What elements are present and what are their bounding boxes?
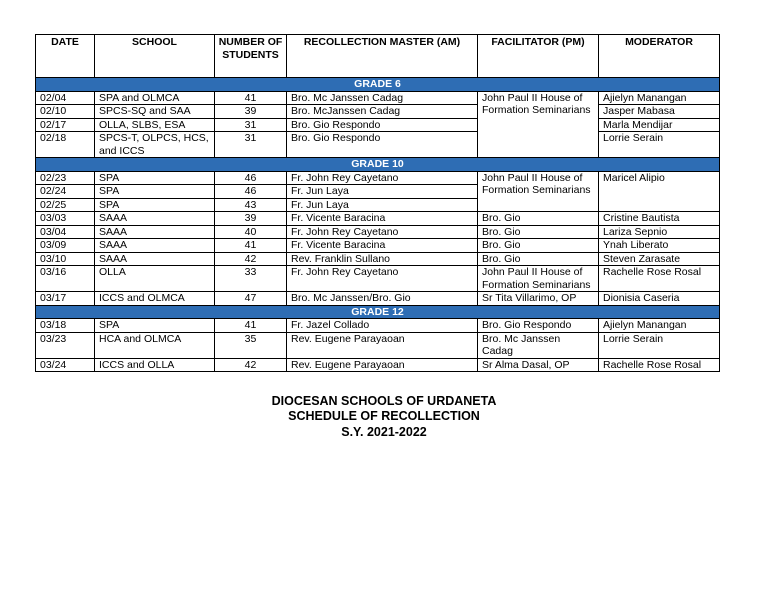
master-cell: Bro. Mc Janssen/Bro. Gio (287, 292, 478, 306)
students-cell: 31 (215, 118, 287, 132)
school-cell: SAAA (95, 225, 215, 239)
date-cell: 02/25 (36, 198, 95, 212)
facilitator-cell: Bro. Gio Respondo (478, 319, 599, 333)
students-cell: 46 (215, 185, 287, 199)
moderator-cell: Dionisia Caseria (599, 292, 720, 306)
date-cell: 02/10 (36, 105, 95, 119)
master-cell: Fr. John Rey Cayetano (287, 225, 478, 239)
facilitator-cell: John Paul II House of Formation Seminarians (478, 171, 599, 212)
moderator-cell: Rachelle Rose Rosal (599, 358, 720, 372)
grade-header-row (36, 158, 720, 172)
students-cell: 47 (215, 292, 287, 306)
date-cell: 02/18 (36, 132, 95, 158)
master-cell: Fr. John Rey Cayetano (287, 266, 478, 292)
table-row (36, 292, 720, 306)
facilitator-cell: Sr Alma Dasal, OP (478, 358, 599, 372)
school-cell: SAAA (95, 252, 215, 266)
date-cell: 02/23 (36, 171, 95, 185)
school-cell: SAAA (95, 239, 215, 253)
moderator-cell: Ynah Liberato (599, 239, 720, 253)
table-row (36, 266, 720, 292)
grade-header-row (36, 305, 720, 319)
students-cell: 41 (215, 239, 287, 253)
facilitator-cell: Sr Tita Villarimo, OP (478, 292, 599, 306)
table-row (36, 358, 720, 372)
grade-header-row (36, 78, 720, 92)
moderator-cell: Ajielyn Manangan (599, 319, 720, 333)
date-cell: 03/16 (36, 266, 95, 292)
moderator-cell (599, 198, 720, 212)
facilitator-cell: Bro. Mc Janssen Cadag (478, 332, 599, 358)
students-cell: 39 (215, 212, 287, 226)
school-cell: OLLA (95, 266, 215, 292)
table-row (36, 198, 720, 212)
date-cell: 03/03 (36, 212, 95, 226)
date-cell: 03/09 (36, 239, 95, 253)
school-cell: SPA (95, 185, 215, 199)
date-cell: 02/24 (36, 185, 95, 199)
facilitator-cell: Bro. Gio (478, 212, 599, 226)
students-cell: 31 (215, 132, 287, 158)
date-cell: 03/17 (36, 292, 95, 306)
master-cell: Bro. McJanssen Cadag (287, 105, 478, 119)
master-cell: Bro. Mc Janssen Cadag (287, 91, 478, 105)
school-cell: SPCS-SQ and SAA (95, 105, 215, 119)
moderator-cell: Steven Zarasate (599, 252, 720, 266)
col-header-date: DATE (36, 35, 95, 78)
master-cell: Bro. Gio Respondo (287, 132, 478, 158)
date-cell: 03/04 (36, 225, 95, 239)
moderator-cell: Lariza Sepnio (599, 225, 720, 239)
moderator-cell: Maricel Alipio (599, 171, 720, 185)
table-row (36, 132, 720, 158)
school-cell: SPA (95, 171, 215, 185)
students-cell: 42 (215, 252, 287, 266)
date-cell: 03/24 (36, 358, 95, 372)
moderator-cell: Lorrie Serain (599, 332, 720, 358)
date-cell: 02/04 (36, 91, 95, 105)
facilitator-cell: John Paul II House of Formation Seminarians (478, 266, 599, 292)
table-row (36, 332, 720, 358)
grade-label: GRADE 12 (36, 305, 720, 319)
master-cell: Fr. Jazel Collado (287, 319, 478, 333)
table-row (36, 105, 720, 119)
students-cell: 42 (215, 358, 287, 372)
table-row (36, 171, 720, 185)
moderator-cell: Jasper Mabasa (599, 105, 720, 119)
moderator-cell: Rachelle Rose Rosal (599, 266, 720, 292)
students-cell: 35 (215, 332, 287, 358)
master-cell: Fr. Jun Laya (287, 198, 478, 212)
table-row (36, 319, 720, 333)
facilitator-cell: John Paul II House of Formation Seminarians (478, 91, 599, 158)
master-cell: Fr. Vicente Baracina (287, 212, 478, 226)
col-header-moderator: MODERATOR (599, 35, 720, 78)
col-header-facilitator: FACILITATOR (PM) (478, 35, 599, 78)
document-title: DIOCESAN SCHOOLS OF URDANETA (271, 394, 497, 408)
school-cell: SPA and OLMCA (95, 91, 215, 105)
students-cell: 43 (215, 198, 287, 212)
facilitator-cell: Bro. Gio (478, 225, 599, 239)
school-cell: ICCS and OLMCA (95, 292, 215, 306)
school-cell: SPA (95, 319, 215, 333)
table-row (36, 239, 720, 253)
students-cell: 39 (215, 105, 287, 119)
master-cell: Rev. Eugene Parayaoan (287, 332, 478, 358)
date-cell: 02/17 (36, 118, 95, 132)
facilitator-cell: Bro. Gio (478, 252, 599, 266)
moderator-cell (599, 185, 720, 199)
master-cell: Rev. Eugene Parayaoan (287, 358, 478, 372)
students-cell: 33 (215, 266, 287, 292)
table-row (36, 225, 720, 239)
students-cell: 40 (215, 225, 287, 239)
document-subtitle: SCHEDULE OF RECOLLECTION (288, 409, 480, 423)
master-cell: Rev. Franklin Sullano (287, 252, 478, 266)
table-row (36, 118, 720, 132)
facilitator-cell: Bro. Gio (478, 239, 599, 253)
date-cell: 03/18 (36, 319, 95, 333)
master-cell: Fr. Vicente Baracina (287, 239, 478, 253)
school-cell: OLLA, SLBS, ESA (95, 118, 215, 132)
header-row (36, 35, 720, 78)
students-cell: 41 (215, 91, 287, 105)
master-cell: Fr. Jun Laya (287, 185, 478, 199)
moderator-cell: Cristine Bautista (599, 212, 720, 226)
school-cell: SPA (95, 198, 215, 212)
moderator-cell: Lorrie Serain (599, 132, 720, 158)
table-row (36, 185, 720, 199)
students-cell: 41 (215, 319, 287, 333)
col-header-school: SCHOOL (95, 35, 215, 78)
grade-label: GRADE 10 (36, 158, 720, 172)
moderator-cell: Ajielyn Manangan (599, 91, 720, 105)
date-cell: 03/10 (36, 252, 95, 266)
master-cell: Bro. Gio Respondo (287, 118, 478, 132)
school-cell: HCA and OLMCA (95, 332, 215, 358)
col-header-students: NUMBER OF STUDENTS (215, 35, 287, 78)
school-cell: ICCS and OLLA (95, 358, 215, 372)
date-cell: 03/23 (36, 332, 95, 358)
moderator-cell: Marla Mendijar (599, 118, 720, 132)
col-header-master: RECOLLECTION MASTER (AM) (287, 35, 478, 78)
master-cell: Fr. John Rey Cayetano (287, 171, 478, 185)
recollection-schedule-table (35, 34, 720, 372)
table-row (36, 252, 720, 266)
school-year: S.Y. 2021-2022 (341, 425, 427, 439)
students-cell: 46 (215, 171, 287, 185)
school-cell: SAAA (95, 212, 215, 226)
grade-label: GRADE 6 (36, 78, 720, 92)
table-row (36, 91, 720, 105)
school-cell: SPCS-T, OLPCS, HCS, and ICCS (95, 132, 215, 158)
table-row (36, 212, 720, 226)
